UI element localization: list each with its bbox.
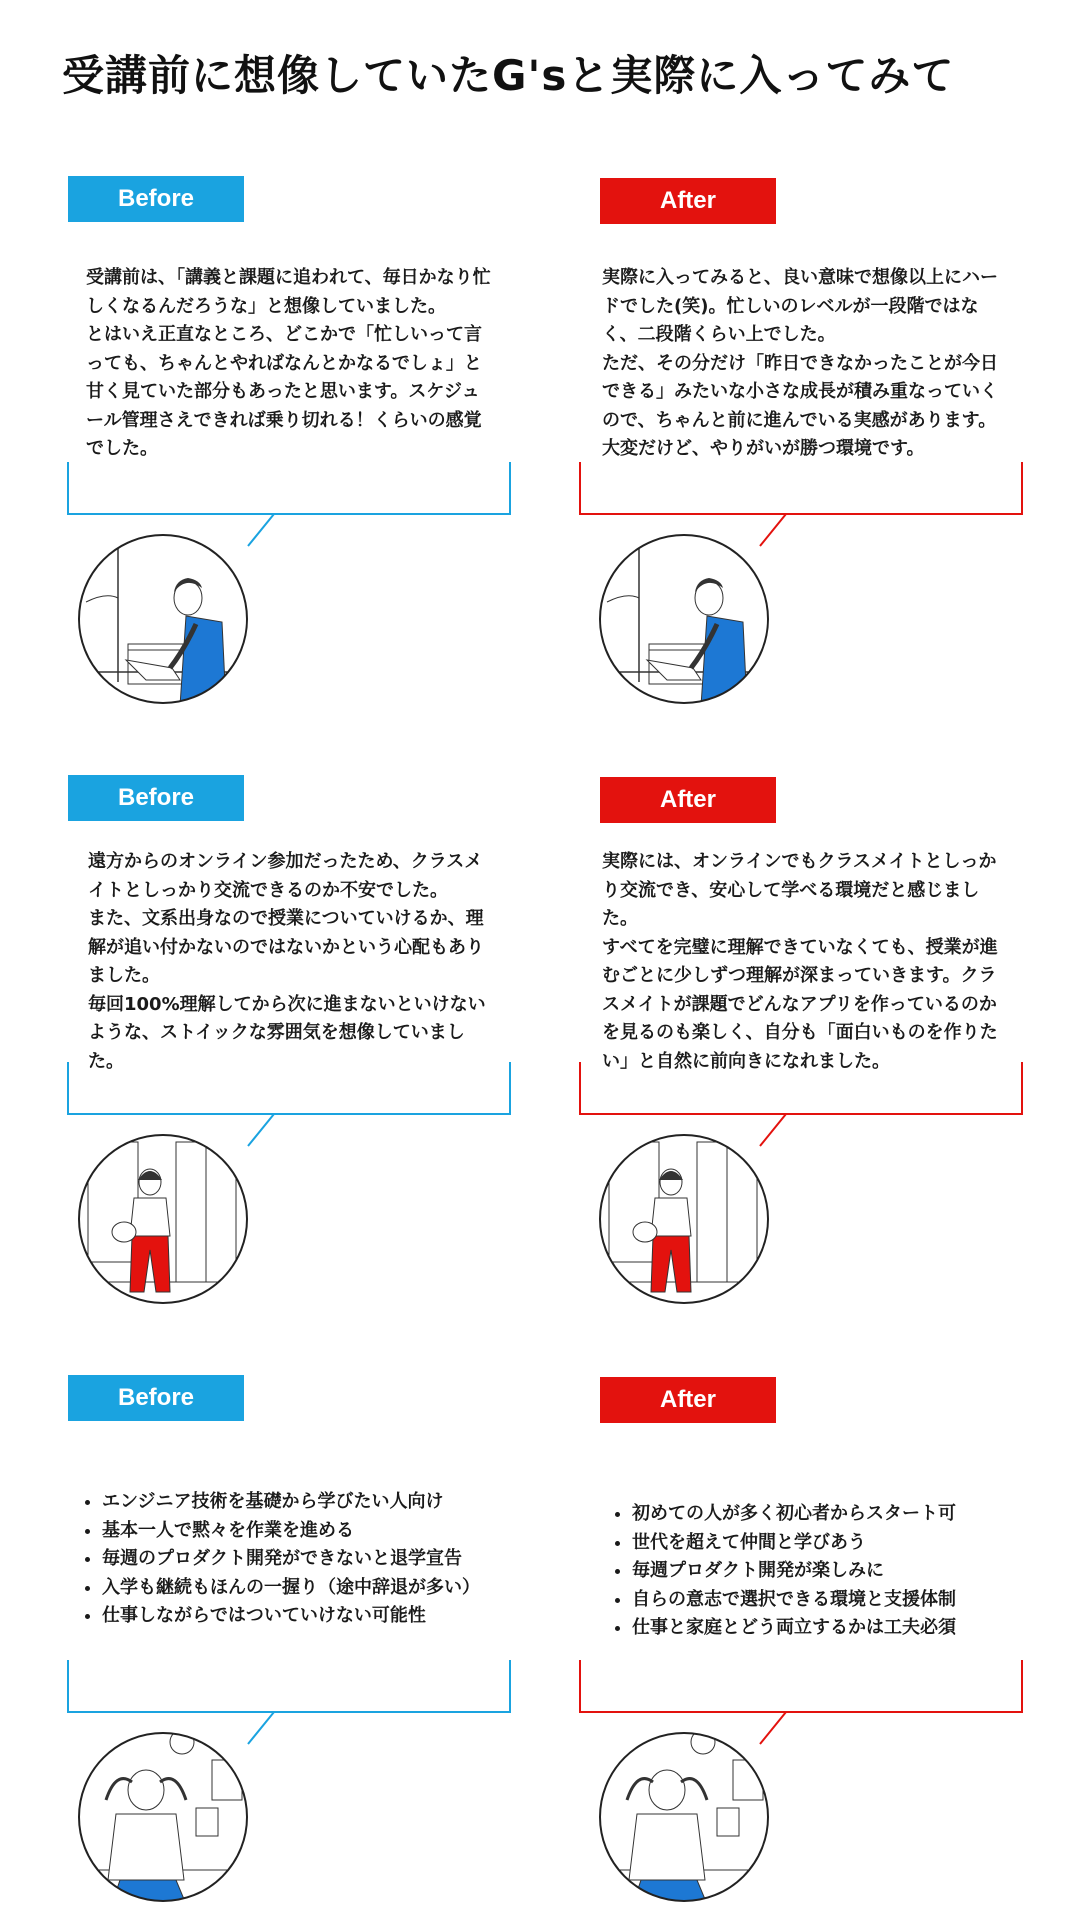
- after-text-2: [602, 848, 1012, 1076]
- person-relaxing-illustration: [597, 1730, 771, 1904]
- person-at-laptop-illustration: [76, 532, 250, 706]
- list-item: • 世代を超えて仲間と学びあう: [632, 1529, 1048, 1558]
- after-text-1: [602, 264, 1012, 464]
- list-item: • 毎週のプロダクト開発ができないと退学宣告: [102, 1545, 518, 1574]
- woman-on-train-illustration: [597, 1132, 771, 1306]
- before-list-3: [78, 1488, 518, 1631]
- after-paragraph: すべてを完璧に理解できていなくても、授業が進むごとに少しずつ理解が深まっていきます。クラスメイトが課題でどんなアプリを作っているのかを見るのも楽しく、自分も「面白いものを作りたい」と自然に前向きになれました。: [602, 936, 998, 1072]
- list-item: • 初めての人が多く初心者からスタート可: [632, 1500, 1048, 1529]
- before-badge: Before: [68, 775, 244, 821]
- list-item: • 仕事しながらではついていけない可能性: [102, 1602, 518, 1631]
- after-badge: After: [600, 1377, 776, 1423]
- before-paragraph: 受講前は、「講義と課題に追われて、毎日かなり忙しくなるんだろうな」と想像していました。: [86, 267, 491, 317]
- before-paragraph: 毎回100%理解してから次に進まないといけないような、ストイックな雰囲気を想像していました。: [88, 993, 486, 1072]
- before-text-2: [88, 848, 498, 1076]
- after-paragraph: 実際に入ってみると、良い意味で想像以上にハードでした(笑)。忙しいのレベルが一段階ではなく、二段階くらい上でした。: [602, 267, 998, 345]
- after-paragraph: 実際には、オンラインでもクラスメイトとしっかり交流でき、安心して学べる環境だと感じました。: [602, 851, 997, 929]
- list-item: • 仕事と家庭とどう両立するかは工夫必須: [632, 1614, 1048, 1643]
- before-paragraph: とはいえ正直なところ、どこかで「忙しいって言っても、ちゃんとやればなんとかなるでしょ」と甘く見ていた部分もあったと思います。スケジュール管理さえできれば乗り切れる！くらいの感覚でした。: [86, 324, 482, 459]
- after-paragraph: ただ、その分だけ「昨日できなかったことが今日できる」みたいな小さな成長が積み重なっていくので、ちゃんと前に進んでいる実感があります。大変だけど、やりがいが勝つ環境です。: [602, 352, 998, 459]
- after-badge: After: [600, 777, 776, 823]
- person-at-laptop-illustration: [597, 532, 771, 706]
- woman-on-train-illustration: [76, 1132, 250, 1306]
- page-title: 受講前に想像していたG'sと実際に入ってみて: [62, 51, 955, 100]
- list-item: • 基本一人で黙々を作業を進める: [102, 1517, 518, 1546]
- after-badge: After: [600, 178, 776, 224]
- list-item: • 自らの意志で選択できる環境と支援体制: [632, 1586, 1048, 1615]
- list-item: • エンジニア技術を基礎から学びたい人向け: [102, 1488, 518, 1517]
- person-relaxing-illustration: [76, 1730, 250, 1904]
- list-item: • 毎週プロダクト開発が楽しみに: [632, 1557, 1048, 1586]
- list-item: • 入学も継続もほんの一握り（途中辞退が多い）: [102, 1574, 518, 1603]
- before-text-1: [86, 264, 496, 464]
- before-paragraph: 遠方からのオンライン参加だったため、クラスメイトとしっかり交流できるのか不安でした。: [88, 851, 483, 901]
- before-badge: Before: [68, 176, 244, 222]
- after-list-3: [608, 1500, 1048, 1643]
- before-paragraph: また、文系出身なので授業についていけるか、理解が追い付かないのではないかという心配もありました。: [88, 908, 484, 986]
- before-badge: Before: [68, 1375, 244, 1421]
